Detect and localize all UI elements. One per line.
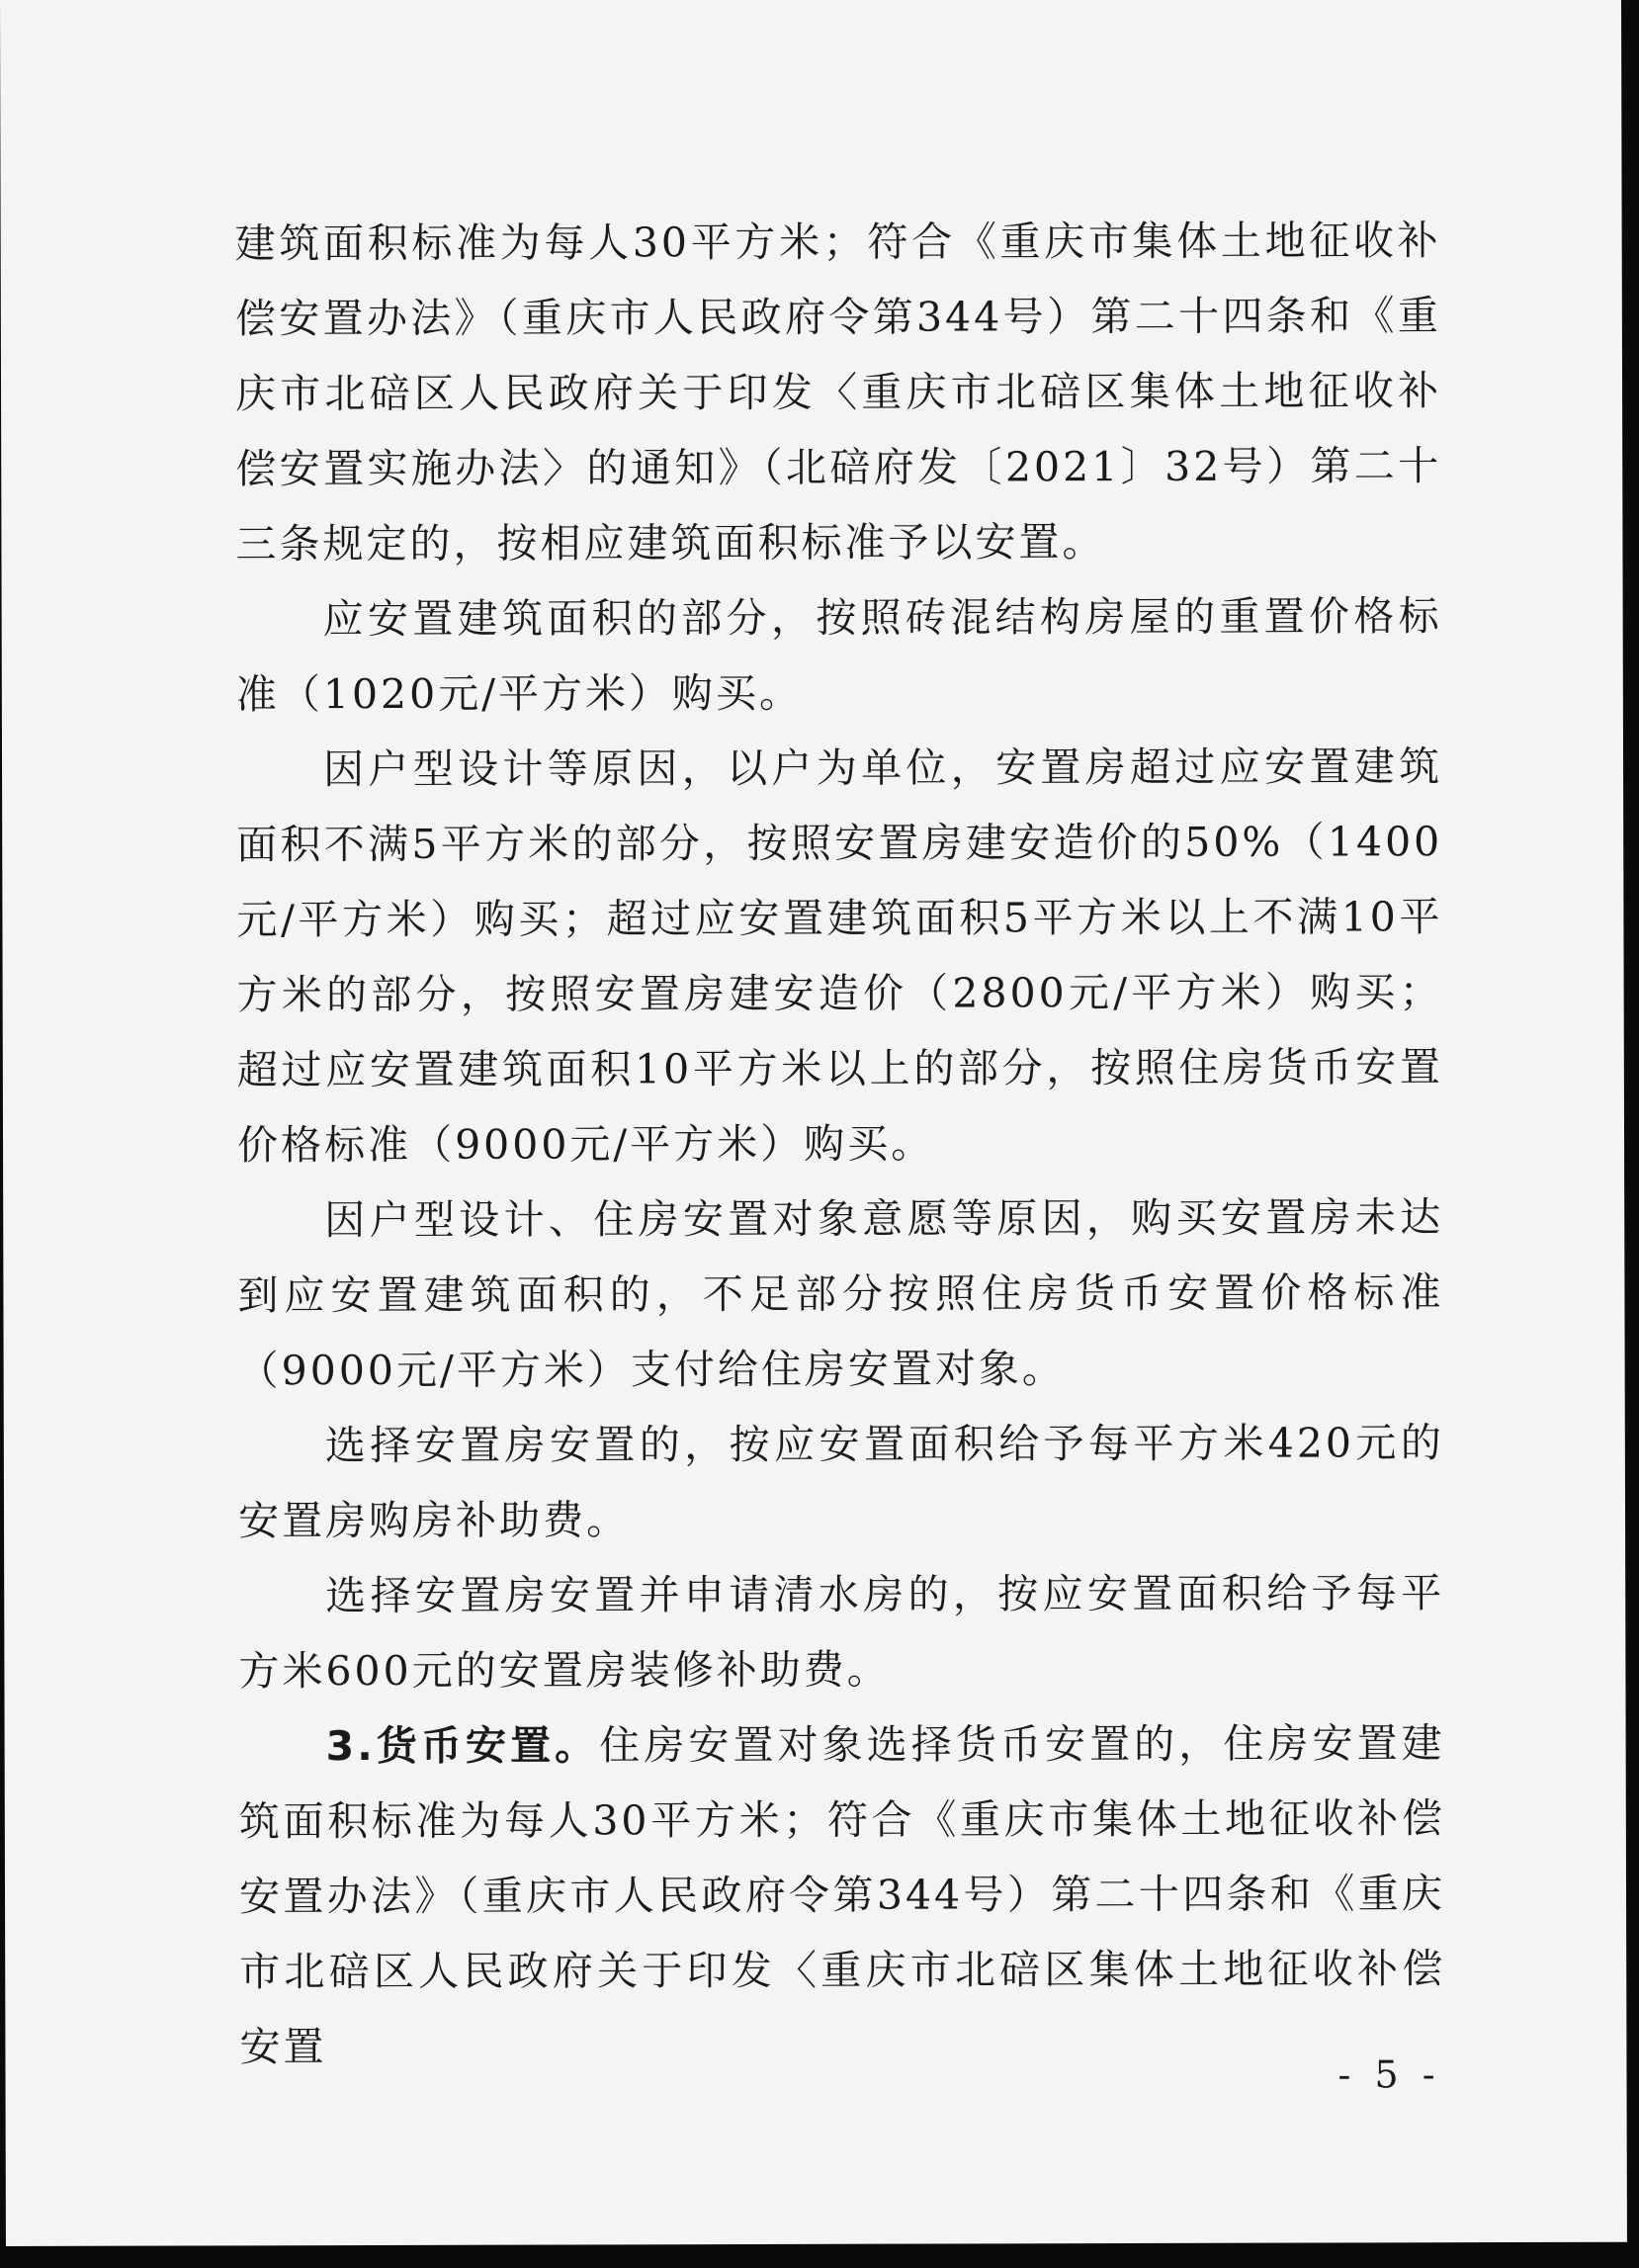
section-heading-currency-resettlement: 3.货币安置。 <box>325 1721 600 1771</box>
paragraph-1: 建筑面积标准为每人30平方米；符合《重庆市集体土地征收补偿安置办法》（重庆市人民政府令第344号）第二十四条和《重庆市北碚区人民政府关于印发〈重庆市北碚区集体土地征收补偿安置实施办法〉的通知》（北碚府发〔2021〕32号）第二十三条规定的，按相应建筑面积标准予以安置。 <box>234 217 1442 568</box>
page-number: - 5 - <box>1337 2052 1441 2097</box>
paragraph-7 <box>239 1705 1446 2084</box>
document-body <box>235 203 1446 2084</box>
paragraph-4: 因户型设计、住房安置对象意愿等原因，购买安置房未达到应安置建筑面积的，不足部分按照住房货币安置价格标准（9000元/平方米）支付给住房安置对象。 <box>237 1193 1444 1395</box>
paragraph-7-text: 住房安置对象选择货币安置的，住房安置建筑面积标准为每人30平方米；符合《重庆市集体土地征收补偿安置办法》（重庆市人民政府令第344号）第二十四条和《重庆市北碚区人民政府关于印发〈重庆市北碚区集体土地征收补偿安置 <box>238 1719 1446 2071</box>
paragraph-5: 选择安置房安置的，按应安置面积给予每平方米420元的安置房购房补助费。 <box>237 1419 1444 1545</box>
paragraph-2: 应安置建筑面积的部分，按照砖混结构房屋的重置价格标准（1020元/平方米）购买。 <box>235 592 1442 719</box>
paragraph-6: 选择安置房安置并申请清水房的，按应安置面积给予每平方米600元的安置房装修补助费。 <box>238 1569 1445 1696</box>
paragraph-3: 因户型设计等原因，以户为单位，安置房超过应安置建筑面积不满5平方米的部分，按照安置房建安造价的50%（1400元/平方米）购买；超过应安置建筑面积5平方米以上不满10平方米的部分，按照安置房建安造价（2800元/平方米）购买；超过应安置建筑面积10平方米以上的部分，按照住房货币安置价格标准（9000元/平方米）购买。 <box>236 742 1443 1170</box>
